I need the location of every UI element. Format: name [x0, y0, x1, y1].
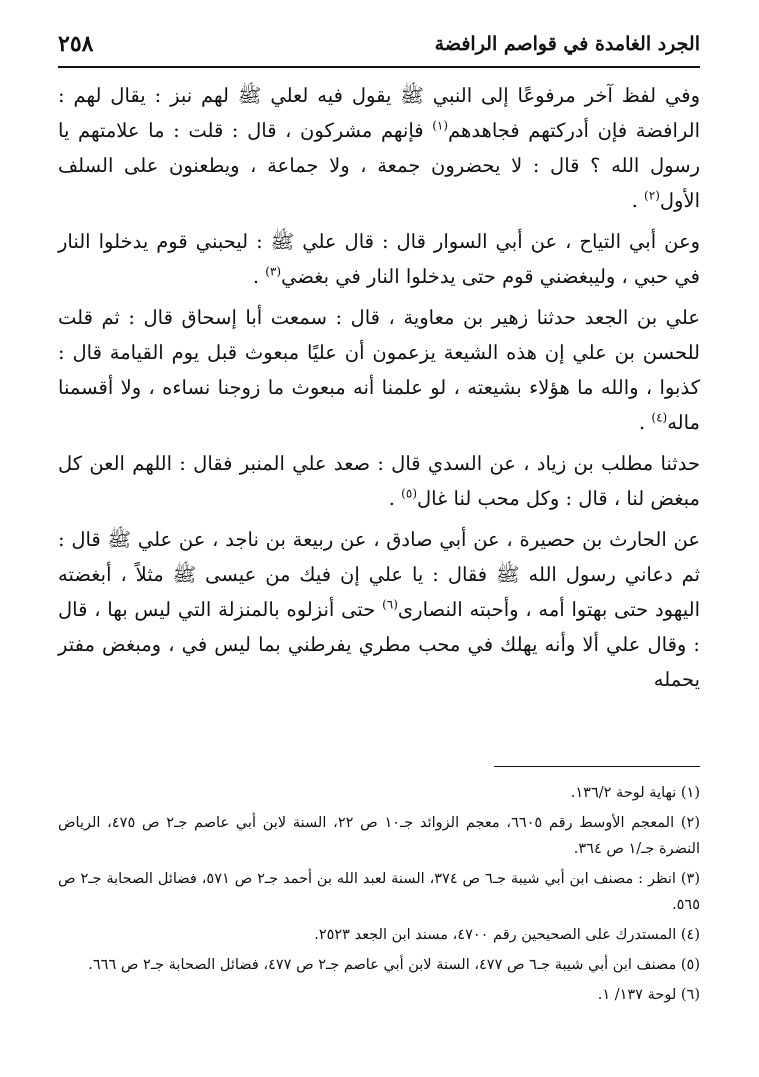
running-title: الجرد الغامدة في قواصم الرافضة — [434, 33, 700, 55]
footnote-ref-3: (٣) — [265, 264, 282, 279]
footnote-ref-5: (٥) — [401, 486, 417, 501]
footnote: (٦) لوحة ١٣٧/ ١. — [597, 987, 700, 1003]
footnote: (٤) المستدرك على الصحيحين رقم ٤٧٠٠، مسند ابن الجعد ٢٥٢٣. — [314, 927, 700, 943]
footnote-ref-4: (٤) — [651, 410, 668, 425]
footnote: (١) نهاية لوحة ١٣٦/٢. — [570, 785, 700, 801]
main-text — [58, 78, 700, 703]
running-header — [58, 28, 700, 60]
footnote: (٥) مصنف ابن أبي شيبة جـ٦ ص ٤٧٧، السنة لابن أبي عاصم جـ٢ ص ٤٧٧، فضائل الصحابة جـ٢ ص ٦٦٦. — [88, 957, 700, 973]
header-divider — [58, 66, 700, 68]
paragraph-4: حدثنا مطلب بن زياد ، عن السدي قال : صعد علي المنبر فقال : اللهم العن كل مبغض لنا ، قال : وكل محب لنا غال$^{(٥)}$ . — [58, 452, 700, 510]
footnote-ref-6: (٦) — [382, 597, 398, 612]
footnote-ref-1: (١) — [432, 118, 449, 133]
footnote-ref-2: (٢) — [644, 188, 660, 203]
footnote: (٢) المعجم الأوسط رقم ٦٦٠٥، معجم الزوائد جـ١٠ ص ٢٢، السنة لابن أبي عاصم جـ٢ ص ٤٧٥، الرياض النضرة جـ/١ ص ٣٦٤. — [58, 815, 701, 857]
paragraph-2: وعن أبي التياح ، عن أبي السوار قال : قال علي ﷺ : ليحبني قوم يدخلوا النار في حبي ، وليبغضني قوم حتى يدخلوا النار في بغضي$^{(٣)}$ . — [58, 230, 700, 288]
footnote-divider — [494, 766, 700, 767]
footnote: (٣) انظر : مصنف ابن أبي شيبة جـ٦ ص ٣٧٤، السنة لعبد الله بن أحمد جـ٢ ص ٥٧١، فضائل الصحابة جـ٢ ص ٥٦٥. — [58, 871, 700, 913]
paragraph-5: عن الحارث بن حصيرة ، عن أبي صادق ، عن ربيعة بن ناجد ، عن علي ﷺ قال : ثم دعاني رسول الله ﷺ فقال : يا علي إن فيك من عيسى ﷺ مثلاً ، أبغضته اليهود حتى بهتوا أمه ، وأحبته النصارى$^{(٦)}$ حتى أنزلوه بالمنزلة التي ليس بها ، قال : وقال علي ألا وأنه يهلك في محب مطري يفرطني بما ليس في ، ومبغض مفتر يحمله — [58, 528, 700, 691]
paragraph-1: وفي لفظ آخر مرفوعًا إلى النبي ﷺ يقول فيه لعلي ﷺ لهم نبز : يقال لهم : الرافضة فإن أدركتهم فجاهدهم$^{(١)}$ فإنهم مشركون ، قال : قلت : ما علامتهم يا رسول الله ؟ قال : لا يحضرون جمعة ، ولا جماعة ، ويطعنون على السلف الأول$^{(٢)}$ . — [58, 84, 701, 212]
book-page — [58, 28, 700, 1058]
paragraph-3: علي بن الجعد حدثنا زهير بن معاوية ، قال : سمعت أبا إسحاق قال : ثم قلت للحسن بن علي إن هذه الشيعة يزعمون أن عليًا مبعوث قبل يوم القيامة قال : كذبوا ، والله ما هؤلاء بشيعته ، لو علمنا أنه مبعوث ما زوجنا نساءه ، ولا أقسمنا ماله$^{(٤)}$ . — [58, 306, 700, 434]
page-number: ٢٥٨ — [58, 31, 94, 57]
footnotes — [58, 780, 700, 1012]
